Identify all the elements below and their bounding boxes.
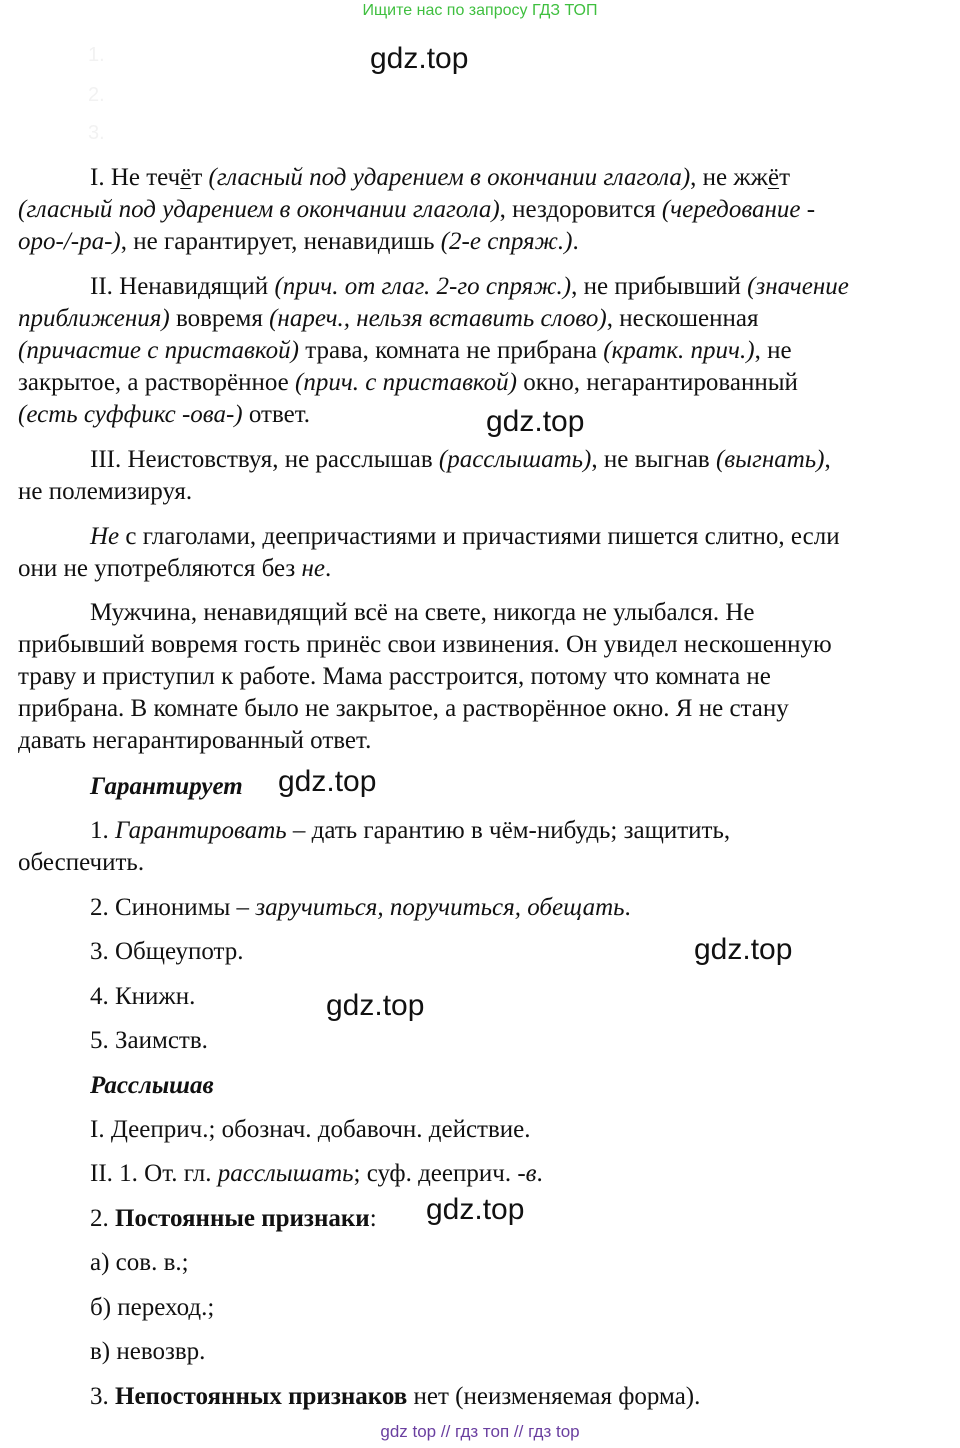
paragraph-1-line-3: оро-/-ра-), не гарантирует, ненавидишь (2-е спряж.). <box>18 228 579 255</box>
garantiruet-item-2: 2. Синонимы – заручиться, поручиться, обещать. <box>90 894 631 921</box>
garantiruet-item-5: 5. Заимств. <box>90 1027 208 1054</box>
sentences-line-1: Мужчина, ненавидящий всё на свете, никогда не улыбался. Не <box>90 599 755 626</box>
paragraph-2-line-3: (причастие с приставкой) трава, комната не прибрана (кратк. прич.), не <box>18 337 792 364</box>
footer-link-gdz-top-mixed[interactable]: гдз top <box>528 1422 580 1441</box>
watermark: gdz.top <box>694 933 793 966</box>
footer-link-gdz-top[interactable]: gdz top <box>380 1422 437 1441</box>
rasslyshav-line-4: а) сов. в.; <box>90 1249 189 1276</box>
paragraph-3-line-2: не полемизируя. <box>18 478 193 505</box>
sentences-line-3: траву и приступил к работе. Мама расстроится, потому что комната не <box>18 663 771 690</box>
rule-line-1: Не с глаголами, деепричастиями и причастиями пишется слитно, если <box>90 523 840 550</box>
faint-number-1: 1. <box>88 44 105 66</box>
footer-separator: // <box>513 1422 524 1441</box>
watermark: gdz.top <box>486 405 585 438</box>
rasslyshav-line-6: в) невозвр. <box>90 1338 206 1365</box>
sentences-line-5: давать негарантированный ответ. <box>18 727 372 754</box>
watermark: gdz.top <box>370 42 469 75</box>
search-banner: Ищите нас по запросу ГДЗ ТОП <box>362 2 598 19</box>
garantiruet-heading: Гарантирует <box>90 773 243 800</box>
footer-separator: // <box>440 1422 451 1441</box>
watermark: gdz.top <box>326 989 425 1022</box>
footer-link-gdz-top-ru[interactable]: гдз топ <box>455 1422 510 1441</box>
paragraph-2-line-4: закрытое, а растворённое (прич. с приставкой) окно, негарантированный <box>18 369 798 396</box>
garantiruet-item-1-cont: обеспечить. <box>18 849 145 876</box>
faint-number-2: 2. <box>88 84 105 106</box>
footer-links <box>0 1422 960 1442</box>
paragraph-3-line-1: III. Неистовствуя, не расслышав (расслышать), не выгнав (выгнать), <box>90 446 831 473</box>
rasslyshav-line-2: II. 1. От. гл. расслышать; суф. дееприч. -в. <box>90 1160 543 1187</box>
paragraph-2-line-5: (есть суффикс -ова-) ответ. <box>18 401 311 428</box>
garantiruet-item-1: 1. Гарантировать – дать гарантию в чём-нибудь; защитить, <box>90 817 731 844</box>
sentences-line-2: прибывший вовремя гость принёс свои извинения. Он увидел нескошенную <box>18 631 832 658</box>
garantiruet-item-4: 4. Книжн. <box>90 983 196 1010</box>
rule-line-2: они не употребляются без не. <box>18 555 332 582</box>
rasslyshav-line-3: 2. Постоянные признаки: <box>90 1205 377 1232</box>
paragraph-1-line-2: (гласный под ударением в окончании глагола), нездоровится (чередование - <box>18 196 816 223</box>
watermark: gdz.top <box>426 1193 525 1226</box>
paragraph-2-line-2: приближения) вовремя (нареч., нельзя вставить слово), нескошенная <box>18 305 759 332</box>
rasslyshav-heading: Расслышав <box>90 1072 214 1099</box>
rasslyshav-line-7: 3. Непостоянных признаков нет (неизменяемая форма). <box>90 1383 701 1410</box>
rasslyshav-line-5: б) переход.; <box>90 1294 215 1321</box>
rasslyshav-line-1: I. Дееприч.; обознач. добавочн. действие. <box>90 1116 531 1143</box>
sentences-line-4: прибрана. В комнате было не закрытое, а растворённое окно. Я не стану <box>18 695 789 722</box>
watermark: gdz.top <box>278 765 377 798</box>
paragraph-1-line-1: I. Не течёт (гласный под ударением в окончании глагола), не жжёт <box>90 164 790 191</box>
faint-number-3: 3. <box>88 122 105 144</box>
garantiruet-item-3: 3. Общеупотр. <box>90 938 244 965</box>
paragraph-2-line-1: II. Ненавидящий (прич. от глаг. 2-го спряж.), не прибывший (значение <box>90 273 849 300</box>
